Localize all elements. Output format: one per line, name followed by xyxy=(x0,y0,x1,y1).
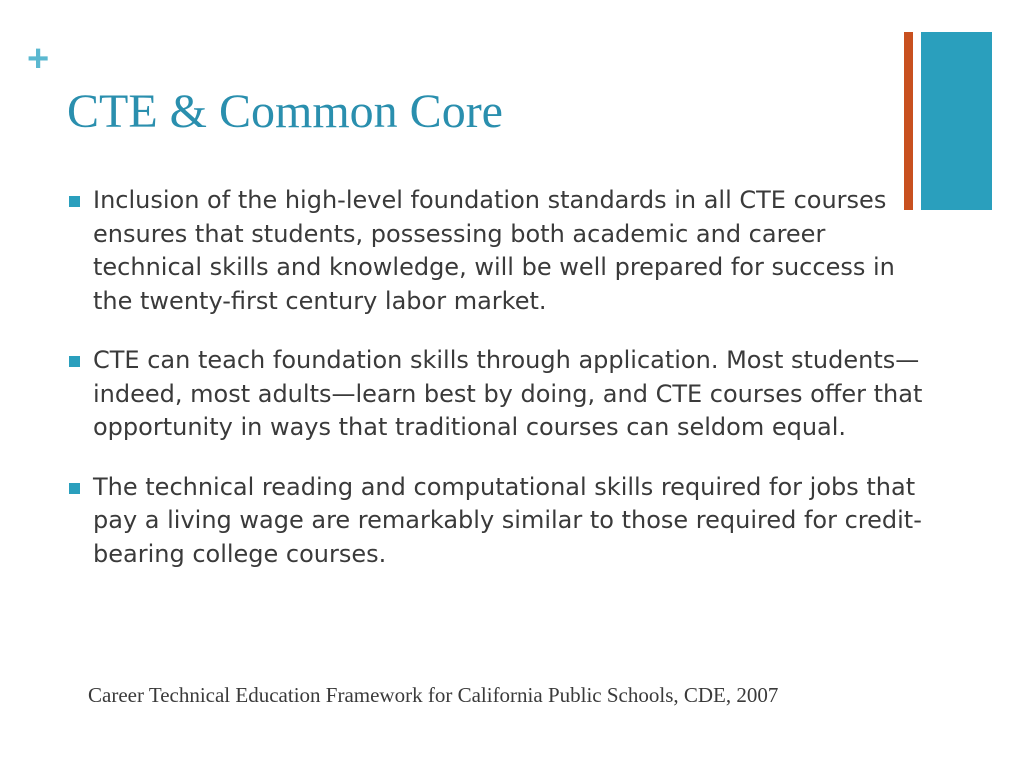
bullet-item xyxy=(66,184,926,318)
bullet-text: CTE can teach foundation skills through application. Most students—indeed, most adults—learn best by doing, and CTE courses offer that opportunity in ways that traditional courses can seldom equal. xyxy=(93,346,923,441)
bullet-text: The technical reading and computational skills required for jobs that pay a living wage are remarkably similar to those required for credit-bearing college courses. xyxy=(93,472,922,568)
plus-icon: + xyxy=(27,38,50,80)
slide-title: CTE & Common Core xyxy=(67,85,503,138)
citation: Career Technical Education Framework for California Public Schools, CDE, 2007 xyxy=(88,683,779,707)
accent-bar-blue xyxy=(921,32,992,210)
square-bullet-icon xyxy=(69,356,80,367)
bullet-text: Inclusion of the high-level foundation standards in all CTE courses ensures that students, possessing both academic and career technical skills and knowledge, will be well prepared for success in the twenty-first century labor market. xyxy=(93,186,895,315)
bullet-item xyxy=(66,344,926,445)
square-bullet-icon xyxy=(69,196,80,207)
bullet-list xyxy=(66,184,926,597)
square-bullet-icon xyxy=(69,483,80,494)
bullet-item xyxy=(66,471,926,572)
